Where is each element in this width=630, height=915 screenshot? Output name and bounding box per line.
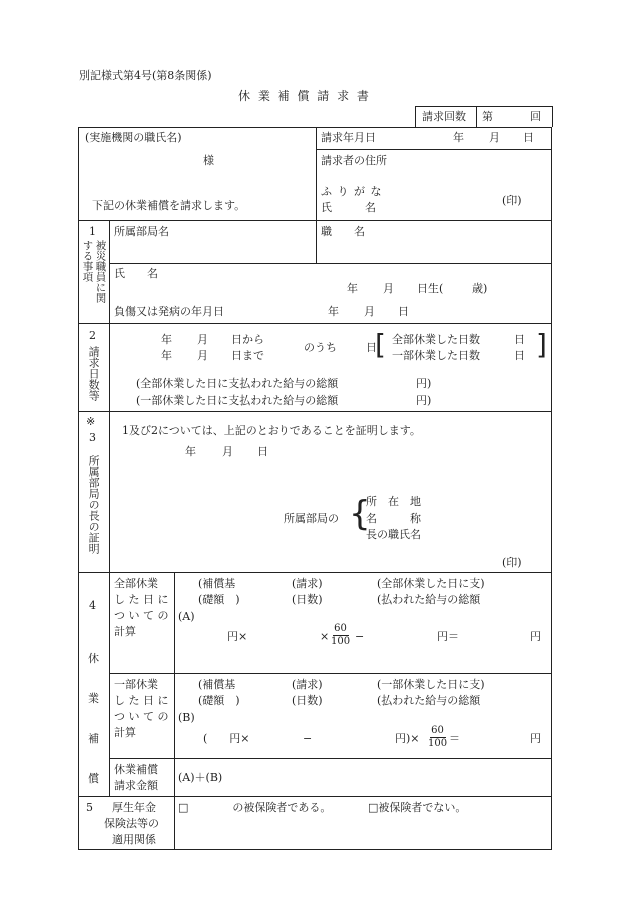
full-frac-num: 60: [334, 623, 347, 634]
org-name-label: 名 称: [366, 512, 421, 525]
full-calc-label-4: 計算: [114, 625, 136, 638]
full-minus: −: [355, 630, 365, 643]
job-title-label: 職 名: [321, 225, 365, 238]
section1-number: 1: [89, 225, 96, 238]
seal-mark: (印): [502, 194, 522, 207]
section3-number: 3: [89, 431, 96, 444]
full-frac-den: 100: [331, 636, 351, 647]
partial-yen: 円: [530, 732, 541, 745]
org-title-label: (実施機関の職氏名): [85, 131, 182, 144]
section2-label: 請求日数等: [87, 346, 101, 401]
section3-mark: ※: [86, 415, 96, 428]
certify-month: 月: [222, 445, 233, 458]
full-paid-yen: 円): [416, 377, 432, 390]
to-day: 日まで: [231, 349, 264, 362]
section5-label-1: 厚生年金: [112, 801, 156, 814]
partial-eq: ＝: [449, 732, 460, 745]
section5-label-2: 保険法等の: [104, 817, 159, 830]
section4-number: 4: [89, 599, 96, 612]
partial-minus: −: [303, 732, 313, 745]
section4-v2: 業: [88, 692, 99, 705]
request-count-label: 請求回数: [422, 110, 466, 123]
full-days-unit: 日: [514, 333, 525, 346]
injury-day: 日: [398, 305, 409, 318]
dept-label: 所属部局名: [114, 225, 169, 238]
partial-paren-yen-times: ( 円×: [203, 732, 250, 745]
request-count-suffix: 回: [530, 110, 541, 123]
location-label: 所 在 地: [366, 495, 421, 508]
address-label: 請求者の住所: [321, 154, 387, 167]
full-pay-b: (払われた給与の総額: [377, 593, 481, 606]
form-number: 別記様式第4号(第8条関係): [79, 69, 212, 82]
certify-day: 日: [257, 445, 268, 458]
full-calc-label-1: 全部休業: [114, 577, 158, 590]
request-count-prefix: 第: [482, 110, 493, 123]
injury-date-label: 負傷又は発病の年月日: [114, 305, 224, 318]
full-yen-eq: 円＝: [437, 630, 459, 643]
section2-number: 2: [89, 329, 96, 342]
injury-year: 年: [328, 305, 339, 318]
not-insured-checkbox[interactable]: □被保険者でない。: [368, 801, 467, 814]
partial-yen-close-times: 円)×: [395, 732, 420, 745]
partial-calc-label-1: 一部休業: [114, 678, 158, 691]
partial-req-b: (日数): [292, 694, 323, 707]
from-year: 年: [161, 333, 172, 346]
partial-fraction: [428, 726, 447, 749]
partial-base-b: (礎額 ): [198, 694, 240, 707]
request-date-label: 請求年月日: [321, 131, 376, 144]
from-day: 日から: [231, 333, 264, 346]
full-yen-times: 円×: [227, 630, 248, 643]
form-title: 休 業 補 償 請 求 書: [238, 89, 371, 103]
age-label: 歳): [472, 282, 488, 295]
mark-a: (A): [178, 610, 195, 623]
full-calc-label-2: し た 日 に: [114, 593, 169, 606]
to-month: 月: [197, 349, 208, 362]
request-year: 年: [453, 131, 464, 144]
section1-label-b: する事項: [81, 240, 94, 282]
full-fraction: [331, 624, 350, 647]
partial-pay-a: (一部休業した日に支): [377, 678, 485, 691]
furigana-label: ふ り が な: [321, 185, 383, 198]
partial-base-a: (補償基: [198, 678, 236, 691]
victim-name-label: 氏 名: [114, 267, 158, 280]
partial-paid-yen: 円): [416, 394, 432, 407]
partial-days-unit: 日: [514, 349, 525, 362]
full-base-a: (補償基: [198, 577, 236, 590]
name-label: 氏 名: [321, 201, 376, 214]
request-month: 月: [489, 131, 500, 144]
full-yen: 円: [530, 630, 541, 643]
from-month: 月: [197, 333, 208, 346]
partial-frac-num: 60: [431, 725, 444, 736]
full-base-b: (礎額 ): [198, 593, 240, 606]
to-year: 年: [161, 349, 172, 362]
full-days-label: 全部休業した日数: [392, 333, 480, 346]
request-sentence: 下記の休業補償を請求します。: [92, 199, 246, 212]
certify-year: 年: [185, 445, 196, 458]
section3-brace: {: [349, 494, 371, 534]
total-label-1: 休業補償: [114, 763, 158, 776]
full-pay-a: (全部休業した日に支): [377, 577, 485, 590]
injury-month: 月: [364, 305, 375, 318]
right-brace: ]: [536, 328, 547, 361]
partial-paid-label: (一部休業した日に支払われた給与の総額: [136, 394, 339, 407]
partial-req-a: (請求): [292, 678, 323, 691]
of-which-label: のうち: [304, 341, 337, 354]
partial-days-label: 一部休業した日数: [392, 349, 480, 362]
section4-v3: 補: [88, 732, 99, 745]
partial-calc-label-4: 計算: [114, 726, 136, 739]
full-paid-label: (全部休業した日に支払われた給与の総額: [136, 377, 339, 390]
section4-v1: 休: [88, 652, 99, 665]
head-title-label: 長の職氏名: [366, 528, 421, 541]
full-calc-label-3: つ い て の: [114, 609, 169, 622]
total-formula: (A)＋(B): [178, 771, 223, 784]
birth-month: 月: [383, 282, 394, 295]
insured-checkbox[interactable]: □ の被保険者である。: [178, 801, 332, 814]
full-req-b: (日数): [292, 593, 323, 606]
section4-v4: 償: [88, 772, 99, 785]
partial-calc-label-2: し た 日 に: [114, 694, 169, 707]
sama-label: 様: [203, 154, 214, 167]
section5-number: 5: [86, 801, 93, 814]
full-req-a: (請求): [292, 577, 323, 590]
day-unit: 日: [366, 341, 377, 354]
request-day: 日: [523, 131, 534, 144]
partial-frac-den: 100: [428, 738, 448, 749]
partial-pay-b: (払われた給与の総額: [377, 694, 481, 707]
section3-label: 所属部局の長の証明: [87, 455, 101, 554]
section3-seal: (印): [502, 556, 522, 569]
mark-b: (B): [178, 711, 195, 724]
left-brace: [: [375, 328, 386, 361]
dept-of-label: 所属部局の: [284, 512, 339, 525]
partial-calc-label-3: つ い て の: [114, 710, 169, 723]
birth-day: 日生(: [417, 282, 444, 295]
section1-label-a: 被災職員に関: [94, 240, 107, 303]
section5-label-3: 適用関係: [112, 833, 156, 846]
total-label-2: 請求金額: [114, 779, 158, 792]
full-times: ×: [320, 630, 330, 643]
certify-text: 1及び2については、上記のとおりであることを証明します。: [122, 424, 421, 437]
birth-year: 年: [347, 282, 358, 295]
